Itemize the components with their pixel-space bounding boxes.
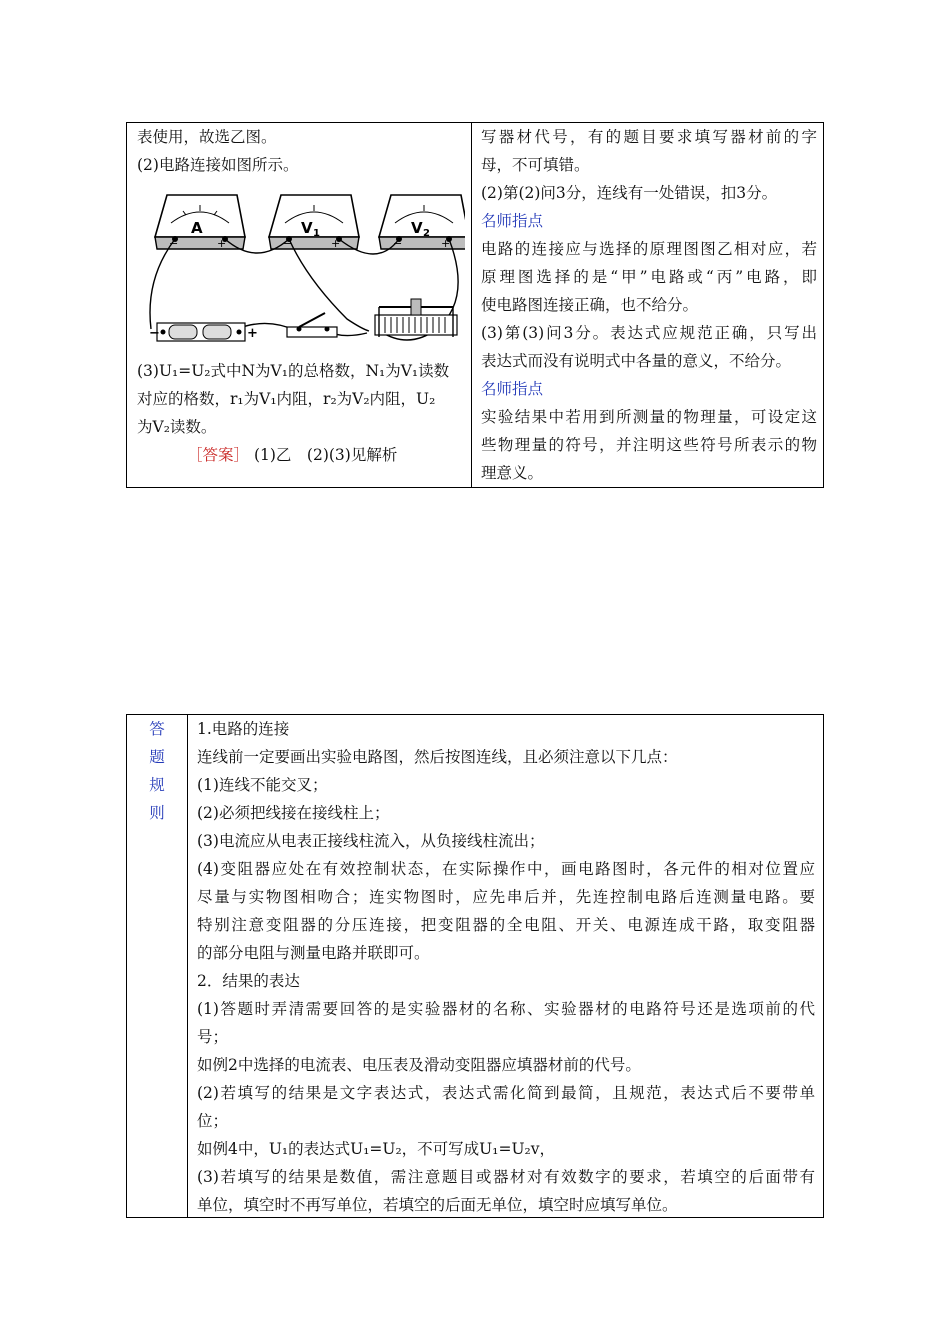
side-char: 答 xyxy=(149,720,165,738)
text-line: 的部分电阻与测量电路并联即可。 xyxy=(197,944,430,962)
plus-sign: + xyxy=(441,237,451,250)
text-line: (2)必须把线接在接线柱上； xyxy=(197,804,390,822)
text-line: (3)电流应从电表正接线柱流入，从负接线柱流出； xyxy=(197,832,545,850)
text-line: 连线前一定要画出实验电路图，然后按图连线，且必须注意以下几点： xyxy=(197,748,678,766)
text-line: (2)若填写的结果是文字表达式，表达式需化简到最简，且规范，表达式后不要带单 xyxy=(197,1084,815,1102)
text-line: 为V₂读数。 xyxy=(137,418,217,436)
text-line: (3)若填写的结果是数值，需注意题目或器材对有效数字的要求，若填空的后面带有 xyxy=(197,1168,815,1186)
text-line: 尽量与实物图相吻合；连实物图时，应先串后并，先连控制电路后连测量电路。要 xyxy=(197,888,815,906)
text-line: 位； xyxy=(197,1112,229,1130)
plus-sign: + xyxy=(247,326,258,341)
text-line: (1)答题时弄清需要回答的是实验器材的名称、实验器材的电路符号还是选项前的代 xyxy=(197,1000,815,1018)
text-line: (3)U₁=U₂式中N为V₁的总格数，N₁为V₁读数 xyxy=(137,362,450,380)
solution-table xyxy=(126,122,824,488)
text-line: 号； xyxy=(197,1028,229,1046)
text-line: (2)第(2)问3分，连线有一处错误，扣3分。 xyxy=(481,184,778,202)
voltmeter-v1-label: V xyxy=(301,219,313,237)
text-line: (3)第(3)问3分。表达式应规范正确，只写出 xyxy=(481,324,817,342)
side-char: 则 xyxy=(149,804,165,822)
voltmeter-v2 xyxy=(379,195,465,250)
column-divider xyxy=(187,715,188,1217)
side-char: 规 xyxy=(149,776,165,794)
section-heading: 2．结果的表达 xyxy=(197,972,300,990)
text-line: 理意义。 xyxy=(481,464,544,482)
answer-tag: ［答案］ xyxy=(187,446,250,464)
circuit-figure xyxy=(137,179,465,357)
voltmeter-v1 xyxy=(269,195,359,250)
voltmeter-v2-label: V xyxy=(411,219,423,237)
text-line: 表达式而没有说明式中各量的意义，不给分。 xyxy=(481,352,792,370)
plus-sign: + xyxy=(217,237,227,250)
solution-column xyxy=(137,123,465,469)
rheostat xyxy=(375,299,457,337)
rules-table xyxy=(126,714,824,1218)
rules-side-label xyxy=(127,715,187,827)
tip-heading: 名师指点 xyxy=(481,212,544,230)
text-line: (1)连线不能交叉； xyxy=(197,776,328,794)
text-line: 如例2中选择的电流表、电压表及滑动变阻器应填器材前的代号。 xyxy=(197,1056,641,1074)
battery xyxy=(149,323,258,341)
answer-text: (1)乙 (2)(3)见解析 xyxy=(253,446,398,464)
text-line: 如例4中，U₁的表达式U₁=U₂，不可写成U₁=U₂v， xyxy=(197,1140,555,1158)
text-line: 表使用，故选乙图。 xyxy=(137,128,277,146)
minus-sign: − xyxy=(169,237,179,250)
switch xyxy=(287,313,337,337)
side-char: 题 xyxy=(149,748,165,766)
text-line: 使电路图连接正确，也不给分。 xyxy=(481,296,699,314)
rules-body xyxy=(197,715,815,1219)
section-heading: 1.电路的连接 xyxy=(197,720,290,738)
text-line: (2)电路连接如图所示。 xyxy=(137,156,299,174)
plus-sign: + xyxy=(331,237,341,250)
tip-heading: 名师指点 xyxy=(481,380,544,398)
voltmeter-v2-subscript: 2 xyxy=(423,228,430,239)
text-line: 原理图选择的是“甲”电路或“丙”电路，即 xyxy=(481,268,817,286)
text-line: 特别注意变阻器的分压连接，把变阻器的全电阻、开关、电源连成干路，取变阻器 xyxy=(197,916,815,934)
text-line: 电路的连接应与选择的原理图图乙相对应，若 xyxy=(481,240,817,258)
text-line: 对应的格数，r₁为V₁内阻，r₂为V₂内阻，U₂ xyxy=(137,390,436,408)
voltmeter-v1-subscript: 1 xyxy=(313,228,320,239)
minus-sign: − xyxy=(393,237,403,250)
ammeter-label: A xyxy=(191,219,203,237)
text-line: (4)变阻器应处在有效控制状态，在实际操作中，画电路图时，各元件的相对位置应 xyxy=(197,860,815,878)
scoring-column xyxy=(481,123,817,487)
minus-sign: − xyxy=(149,326,160,341)
answer-line xyxy=(137,441,465,469)
text-line: 写器材代号，有的题目要求填写器材前的字 xyxy=(481,128,817,146)
ammeter xyxy=(155,195,245,250)
minus-sign: − xyxy=(283,237,293,250)
column-divider xyxy=(471,123,472,487)
text-line: 母，不可填错。 xyxy=(481,156,590,174)
text-line: 实验结果中若用到所测量的物理量，可设定这 xyxy=(481,408,817,426)
text-line: 些物理量的符号，并注明这些符号所表示的物 xyxy=(481,436,817,454)
text-line: 单位，填空时不再写单位，若填空的后面无单位，填空时应填写单位。 xyxy=(197,1196,678,1214)
